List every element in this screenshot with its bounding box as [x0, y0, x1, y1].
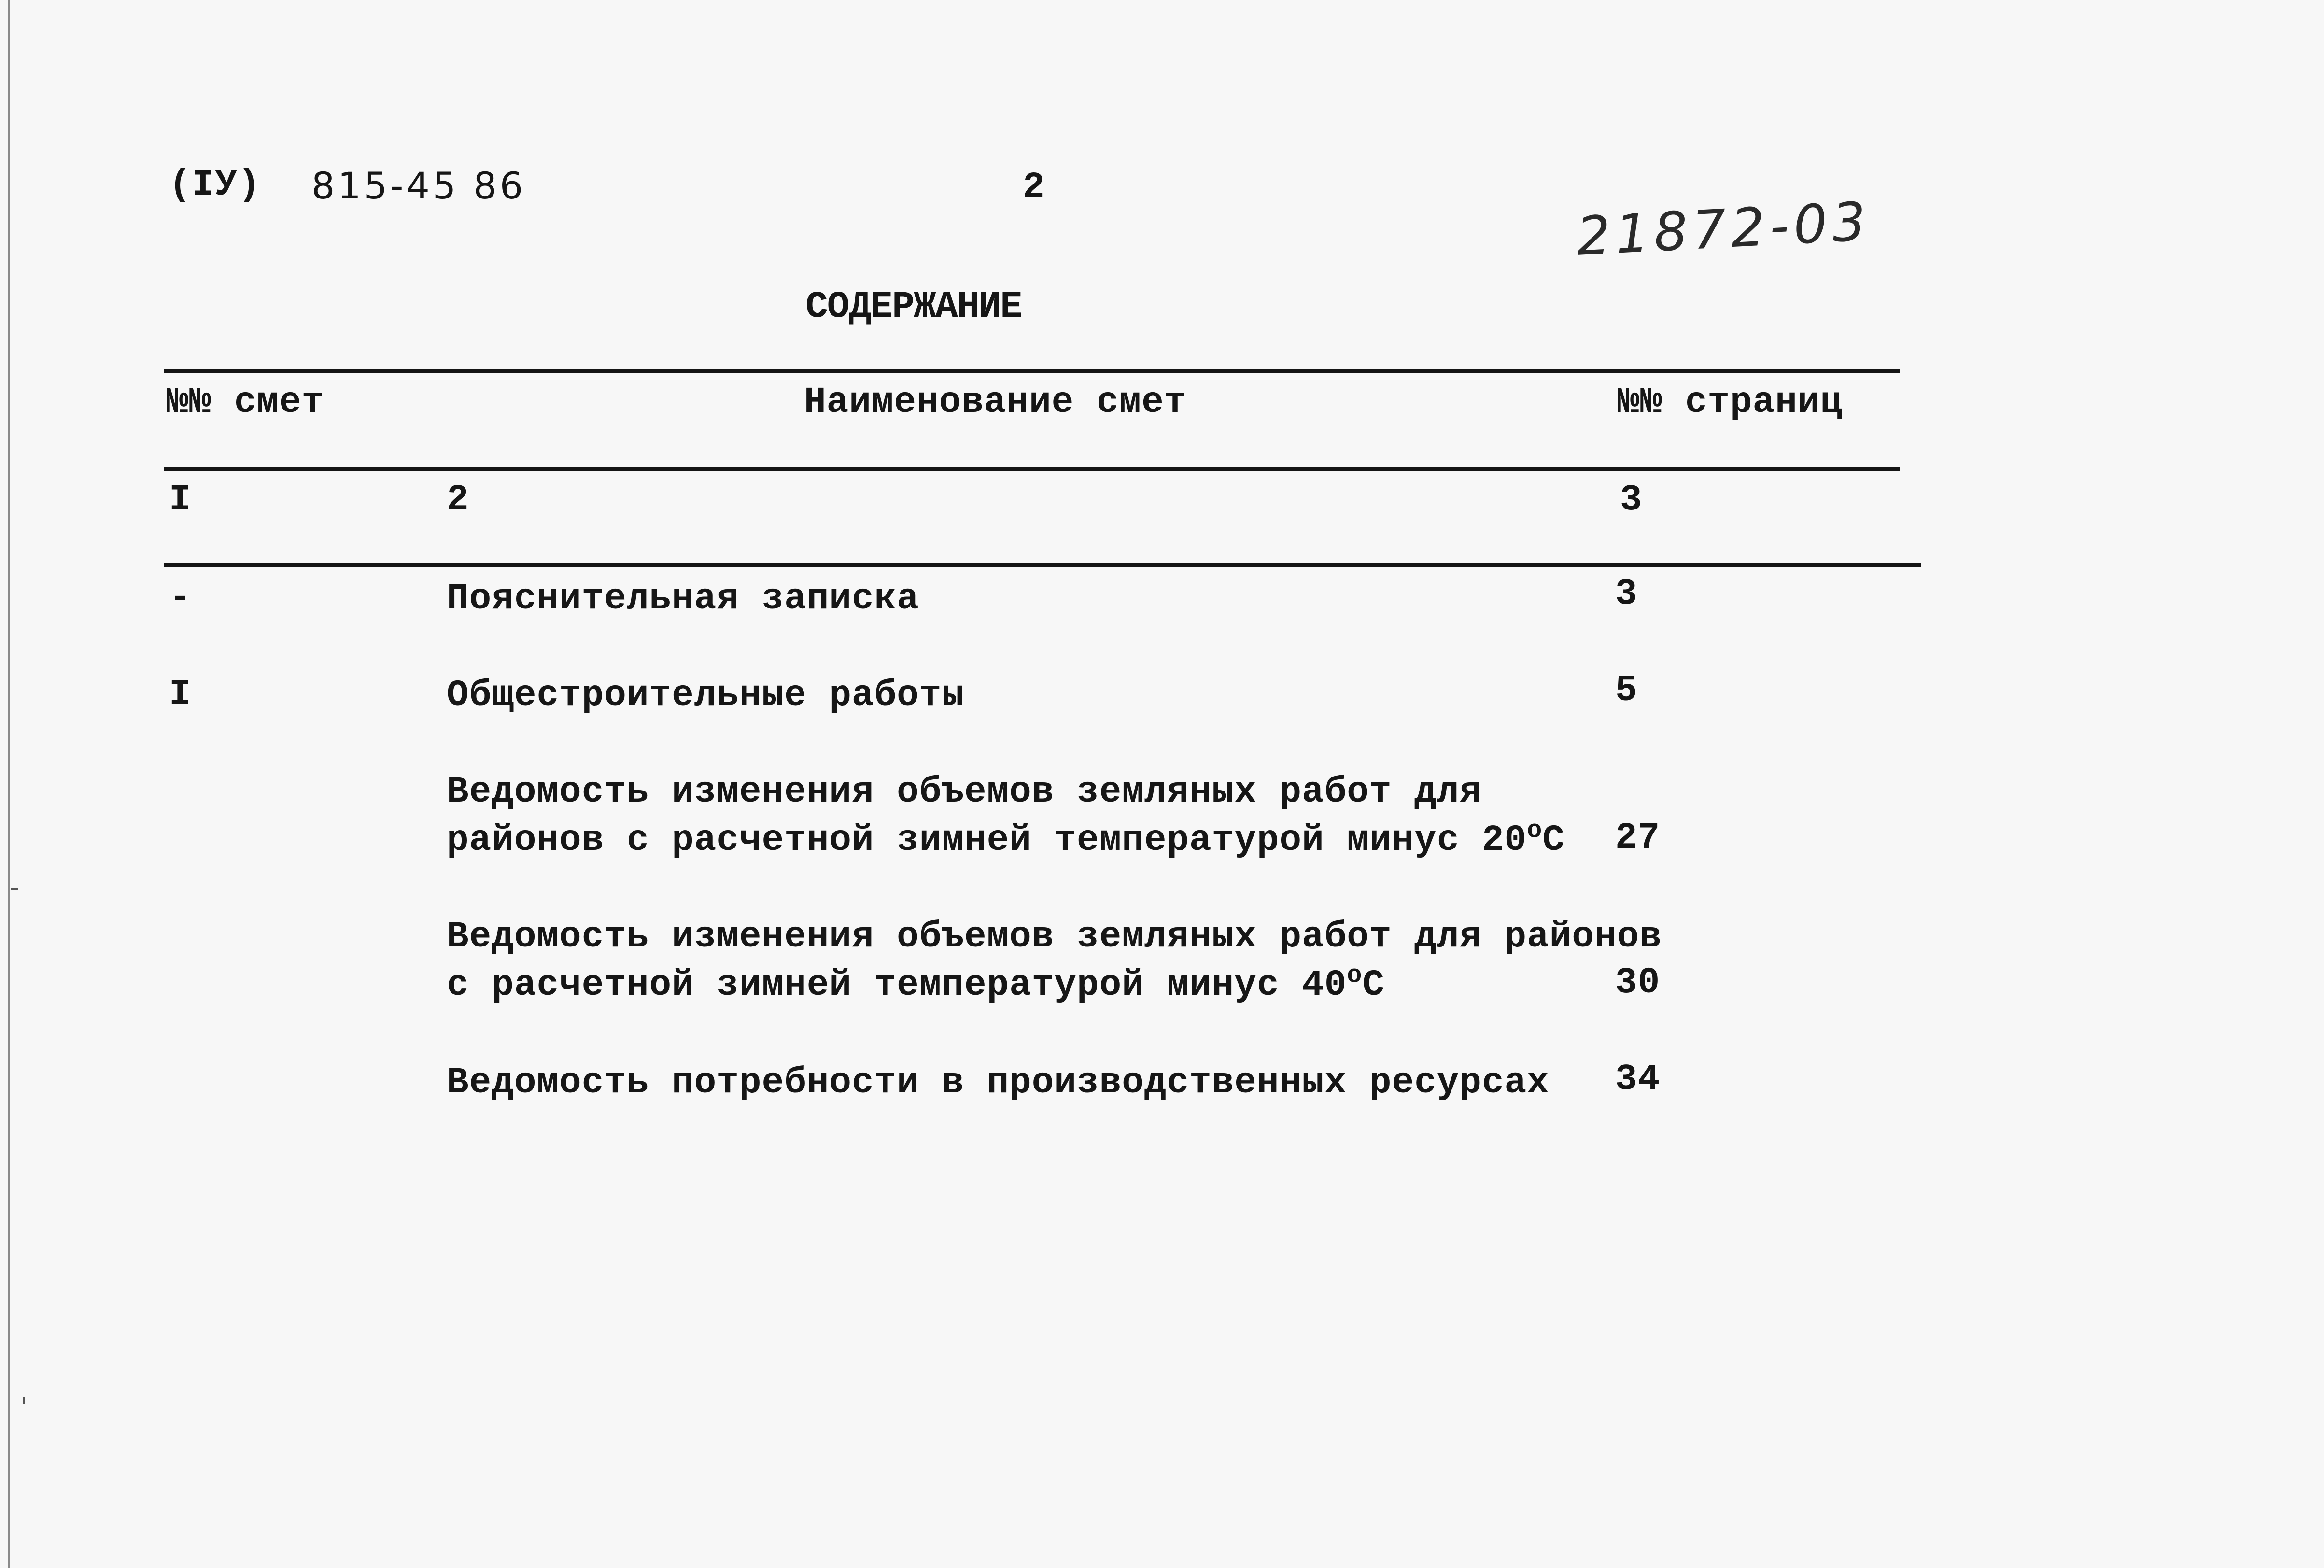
column-number-2: 2	[447, 479, 469, 521]
margin-tick-mark	[11, 888, 18, 890]
table-top-rule	[164, 369, 1900, 373]
header-bottom-rule	[164, 467, 1900, 471]
column-header-page-no: №№ страниц	[1618, 381, 1843, 423]
row-4-name-line-1: Ведомость изменения объемов земляных работ для районов	[447, 916, 1662, 958]
column-number-3: 3	[1620, 479, 1643, 521]
page-title: СОДЕРЖАНИЕ	[805, 286, 1022, 328]
series-code: (IУ)	[169, 164, 261, 206]
column-header-estimate-name: Наименование смет	[804, 381, 1187, 423]
row-5-page: 34	[1615, 1059, 1661, 1100]
document-number: 815-45 86	[311, 164, 526, 207]
row-3-page: 27	[1615, 817, 1661, 859]
row-4-name-text: с расчетной зимней температурой минус 40	[447, 964, 1347, 1006]
column-header-estimate-no: №№ смет	[167, 381, 324, 423]
left-margin-line	[8, 0, 10, 1568]
row-3-name-text: районов с расчетной зимней температурой минус 20	[447, 819, 1527, 861]
row-4-page: 30	[1615, 962, 1661, 1003]
degree-sign: o	[1347, 961, 1363, 990]
row-2-name: Общестроительные работы	[447, 675, 964, 716]
degree-sign: o	[1527, 816, 1543, 845]
margin-dot-mark	[23, 1397, 25, 1404]
row-1-name: Пояснительная записка	[447, 578, 919, 620]
page-number: 2	[1023, 167, 1045, 208]
handwritten-code: 21872-03	[1575, 190, 1873, 268]
column-numbers-rule	[164, 563, 1921, 567]
row-1-page: 3	[1615, 573, 1638, 615]
column-number-1: I	[169, 479, 192, 521]
row-3-unit: С	[1542, 819, 1565, 861]
row-2-estimate-no: I	[169, 674, 192, 715]
row-2-page: 5	[1615, 670, 1638, 711]
row-1-estimate-no: -	[169, 577, 192, 619]
row-4-unit: С	[1362, 964, 1385, 1006]
row-5-name: Ведомость потребности в производственных ресурсах	[447, 1062, 1549, 1103]
row-3-name-line-1: Ведомость изменения объемов земляных работ для	[447, 771, 1482, 813]
row-4-name-line-2	[447, 961, 1385, 1009]
row-3-name-line-2	[447, 816, 1565, 864]
